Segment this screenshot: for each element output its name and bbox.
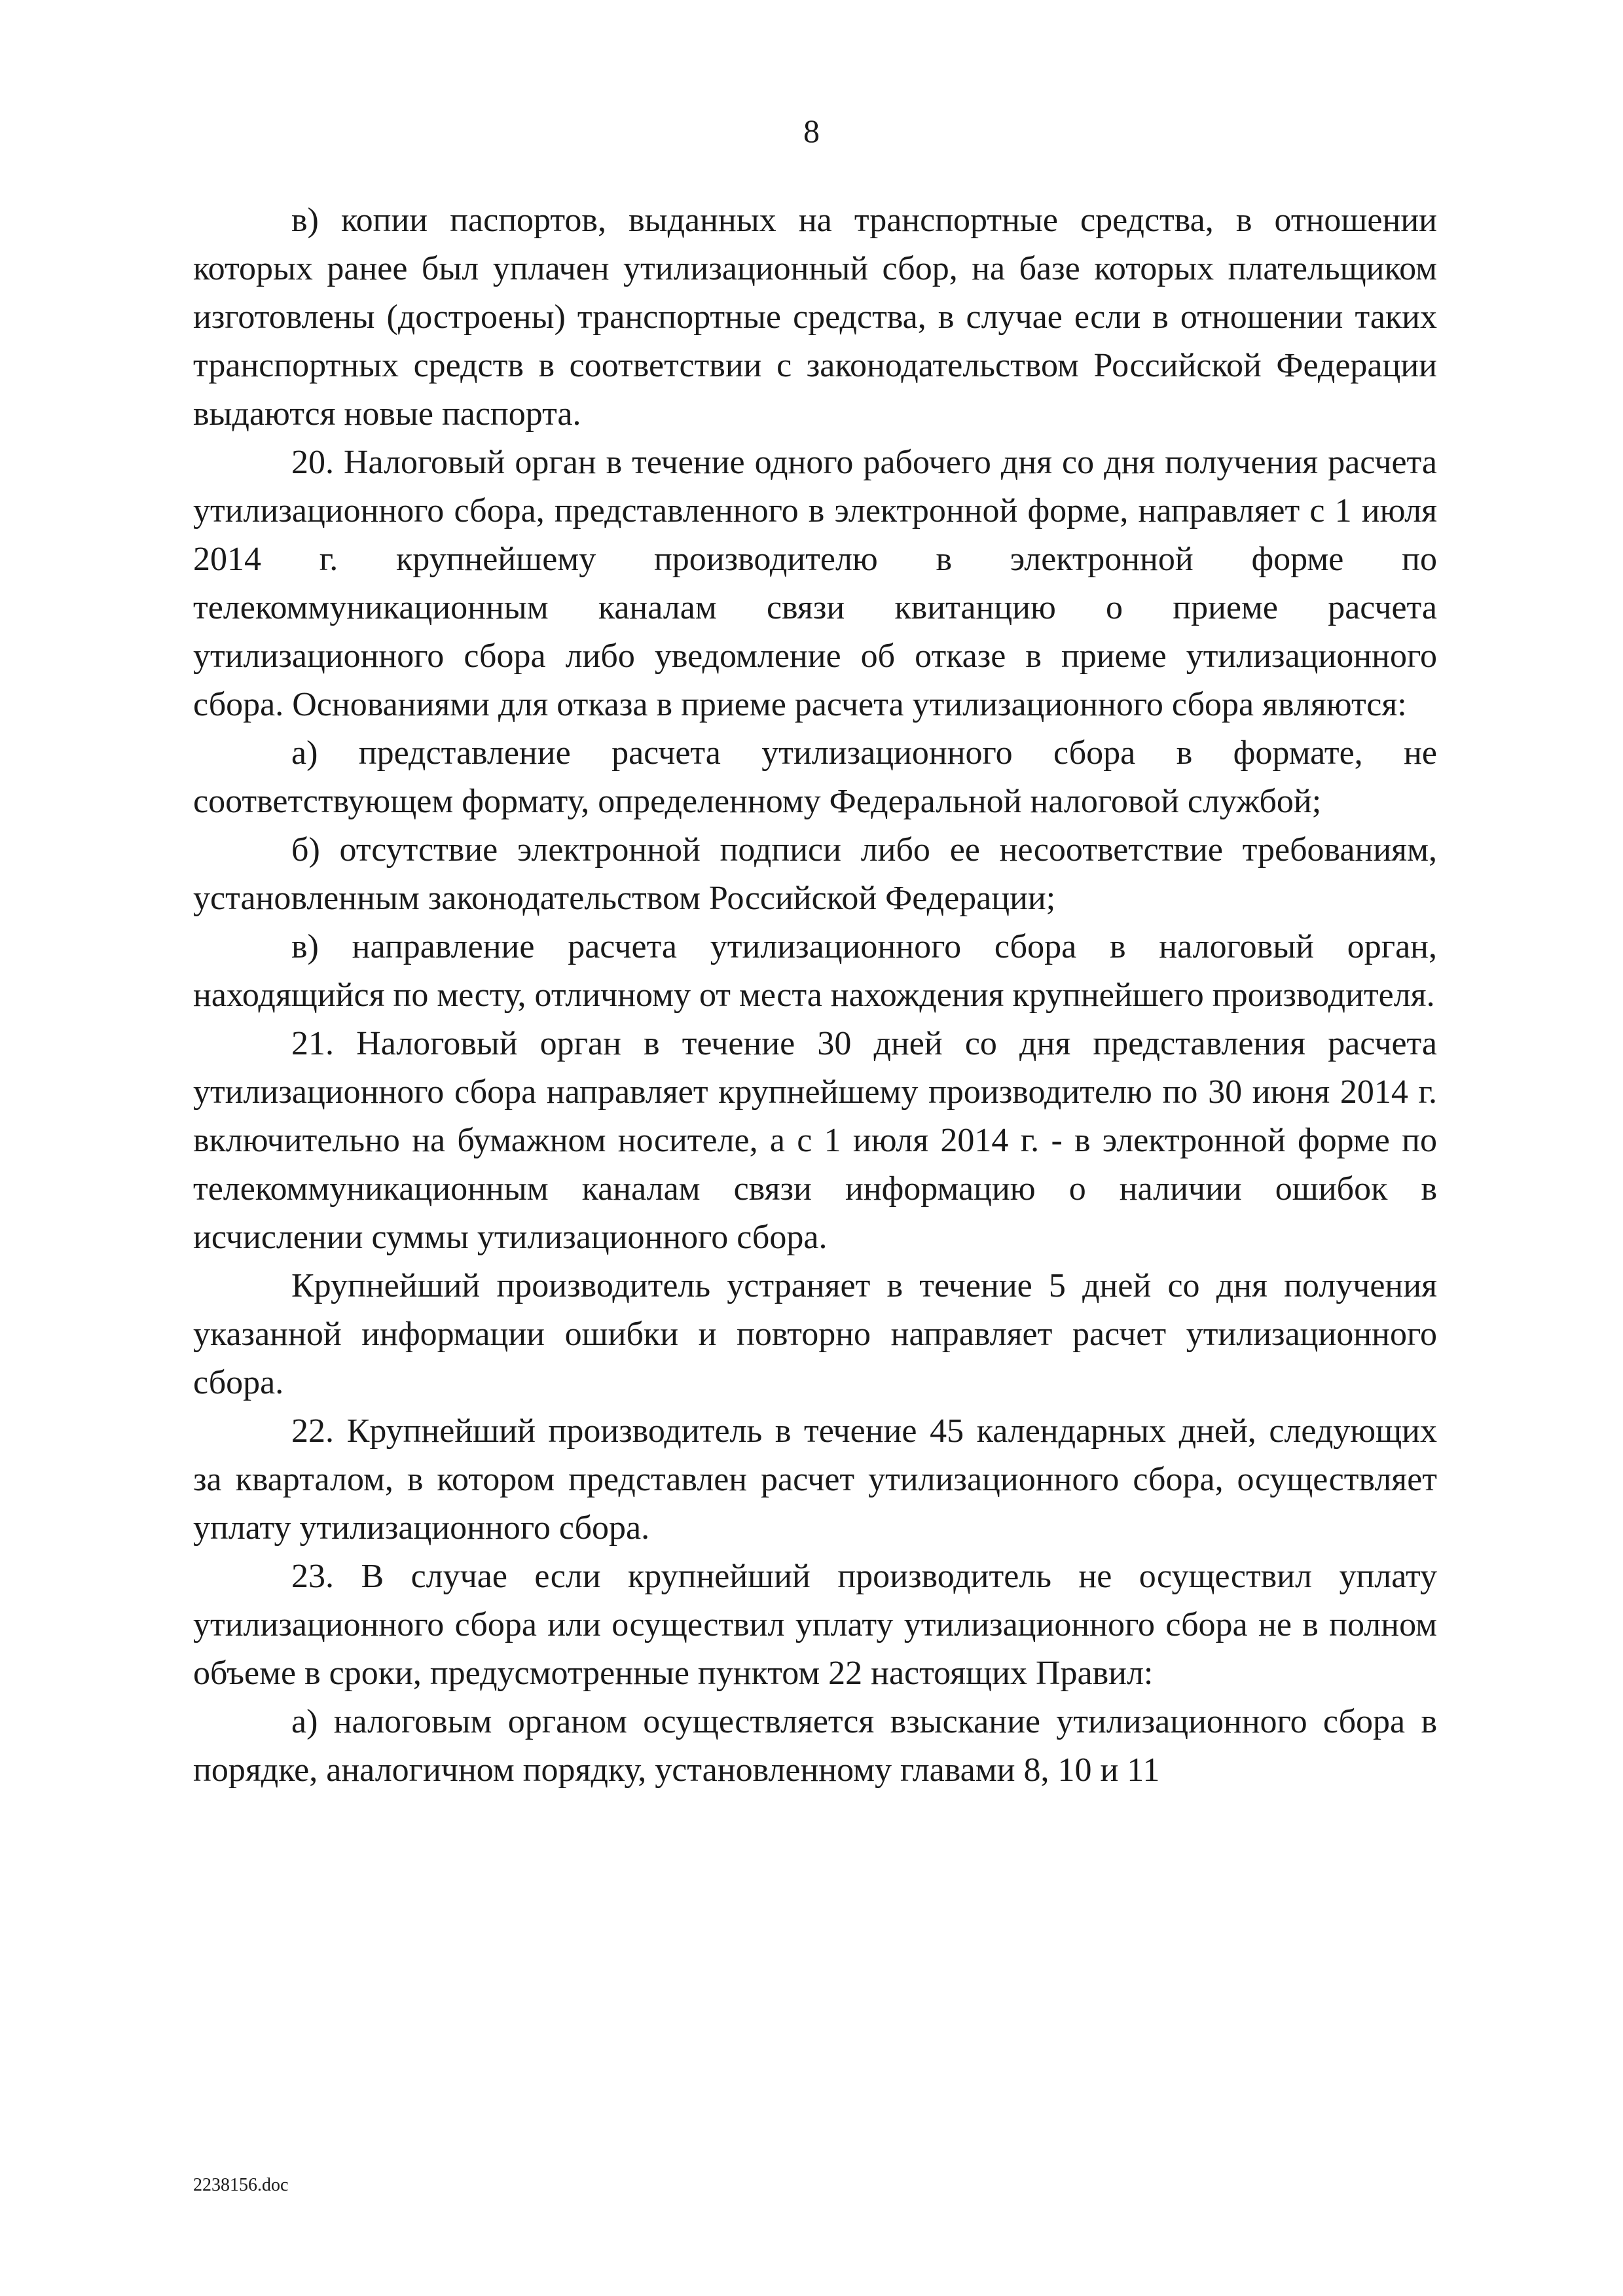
paragraph-item-23: 23. В случае если крупнейший производитель не осуществил уплату утилизационного сбора или осуществил уплату утилизационного сбора не в полном объеме в сроки, предусмотренные пунктом 22 настоящих Правил: xyxy=(193,1558,1437,1692)
document-file-code: 2238156.doc xyxy=(193,2175,289,2195)
paragraph-subitem-a-format: а) представление расчета утилизационного сбора в формате, не соответствующем формату, определенному Федеральной налоговой службой; xyxy=(193,734,1437,820)
paragraph-subitem-v-wrong-office: в) направление расчета утилизационного сбора в налоговый орган, находящийся по месту, отличному от места нахождения крупнейшего производителя. xyxy=(193,928,1437,1014)
paragraph-subitem-a-collection: а) налоговым органом осуществляется взыскание утилизационного сбора в порядке, аналогичном порядку, установленному главами 8, 10 и 11 xyxy=(193,1703,1437,1789)
paragraph-item-22: 22. Крупнейший производитель в течение 45 календарных дней, следующих за кварталом, в котором представлен расчет утилизационного сбора, осуществляет уплату утилизационного сбора. xyxy=(193,1412,1437,1547)
paragraph-passport-copies: в) копии паспортов, выданных на транспортные средства, в отношении которых ранее был уплачен утилизационный сбор, на базе которых плательщиком изготовлены (достроены) транспортные средства, в случае если в отношении таких транспортных средств в соответствии с законодательством Российской Федерации выдаются новые паспорта. xyxy=(193,202,1437,433)
paragraph-subitem-b-signature: б) отсутствие электронной подписи либо ее несоответствие требованиям, установленным законодательством Российской Федерации; xyxy=(193,831,1437,917)
paragraph-item-21: 21. Налоговый орган в течение 30 дней со дня представления расчета утилизационного сбора направляет крупнейшему производителю по 30 июня 2014 г. включительно на бумажном носителе, а с 1 июля 2014 г. - в электронной форме по телекоммуникационным каналам связи информацию о наличии ошибок в исчислении суммы утилизационного сбора. xyxy=(193,1025,1437,1256)
paragraph-item-20: 20. Налоговый орган в течение одного рабочего дня со дня получения расчета утилизационного сбора, представленного в электронной форме, направляет с 1 июля 2014 г. крупнейшему производителю в электронной форме по телекоммуникационным каналам связи квитанцию о приеме расчета утилизационного сбора либо уведомление об отказе в приеме утилизационного сбора. Основаниями для отказа в приеме расчета утилизационного сбора являются: xyxy=(193,444,1437,723)
document-body xyxy=(193,196,1437,1795)
page-number: 8 xyxy=(803,113,820,149)
paragraph-error-correction: Крупнейший производитель устраняет в течение 5 дней со дня получения указанной информации ошибки и повторно направляет расчет утилизационного сбора. xyxy=(193,1267,1437,1401)
